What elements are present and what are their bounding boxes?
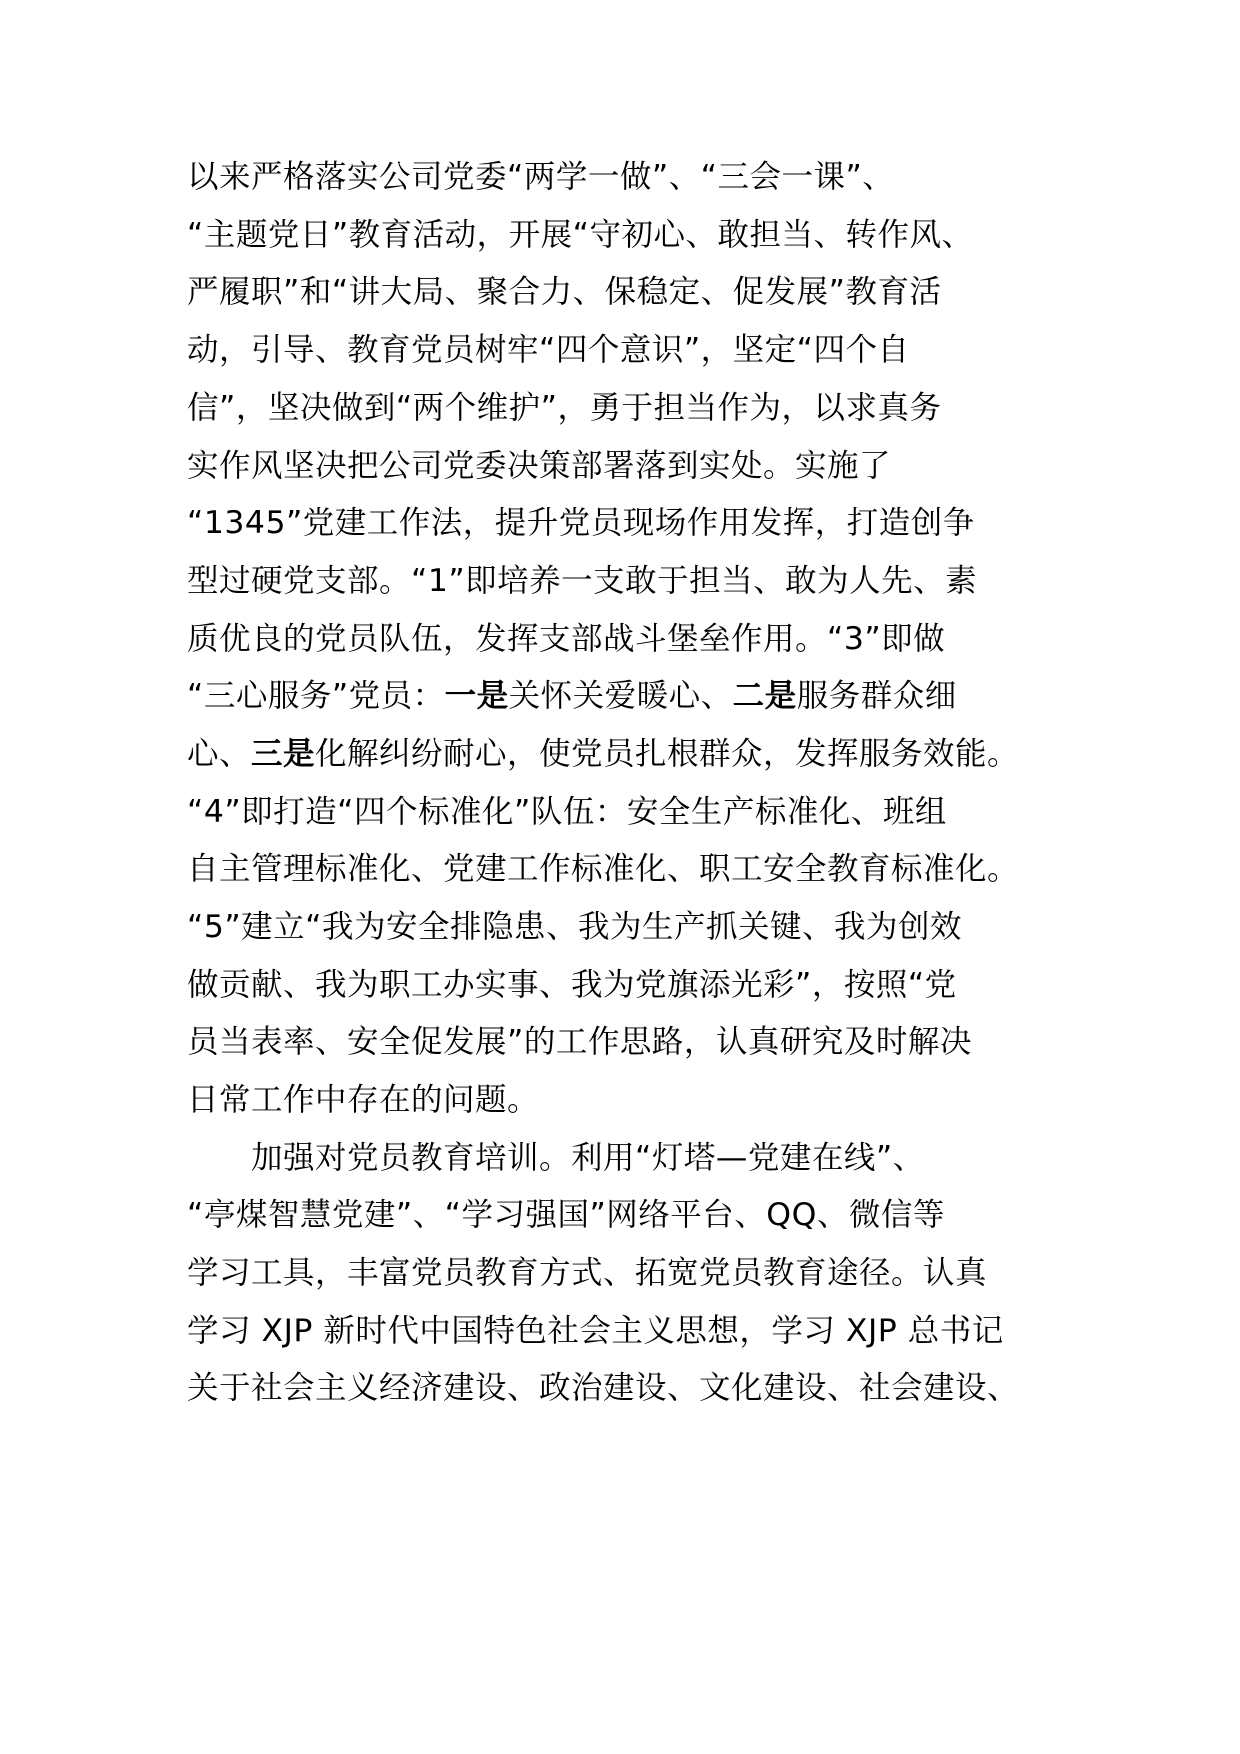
text-line	[187, 676, 957, 716]
bold-ordinal: 二是	[732, 678, 797, 714]
bold-ordinal: 三是	[251, 736, 316, 772]
text-line: “4”即打造“四个标准化”队伍：安全生产标准化、班组	[187, 794, 947, 830]
text-line: 做贡献、我为职工办实事、我为党旗添光彩”，按照“党	[187, 967, 957, 1003]
text-line: 型过硬党支部。“1”即培养一支敢于担当、敢为人先、素	[187, 563, 978, 599]
text-line	[187, 734, 1019, 774]
text-line: 以来严格落实公司党委“两学一做”、“三会一课”、	[187, 159, 895, 195]
text-line: 学习工具，丰富党员教育方式、拓宽党员教育途径。认真	[187, 1255, 988, 1291]
text-line: “5”建立“我为安全排隐患、我为生产抓关键、我为创效	[187, 909, 963, 945]
text-line: 学习 XJP 新时代中国特色社会主义思想，学习 XJP 总书记	[187, 1313, 1004, 1349]
text-line: “主题党日”教育活动，开展“守初心、敢担当、转作风、	[187, 217, 974, 253]
text-line: 自主管理标准化、党建工作标准化、职工安全教育标准化。	[187, 851, 1020, 887]
text-run: 关怀关爱暖心、	[508, 678, 733, 714]
text-line: 关于社会主义经济建设、政治建设、文化建设、社会建设、	[187, 1370, 1020, 1406]
text-line: “亭煤智慧党建”、“学习强国”网络平台、QQ、微信等	[187, 1197, 945, 1233]
text-run: 心、	[187, 736, 252, 772]
text-line: 动，引导、教育党员树牢“四个意识”，坚定“四个自	[187, 332, 910, 368]
text-line: 日常工作中存在的问题。	[187, 1082, 540, 1118]
paragraph-first-line: 加强对党员教育培训。利用“灯塔—党建在线”、	[251, 1140, 925, 1176]
text-line: 质优良的党员队伍，发挥支部战斗堡垒作用。“3”即做	[187, 621, 946, 657]
text-line: “1345”党建工作法，提升党员现场作用发挥，打造创争	[187, 505, 975, 541]
text-line: 严履职”和“讲大局、聚合力、保稳定、促发展”教育活	[187, 274, 942, 310]
text-line: 实作风坚决把公司党委决策部署落到实处。实施了	[187, 448, 892, 484]
text-line: 员当表率、安全促发展”的工作思路，认真研究及时解决	[187, 1024, 972, 1060]
bold-ordinal: 一是	[444, 678, 509, 714]
text-run: 服务群众细	[796, 678, 957, 714]
text-run: 化解纠纷耐心，使党员扎根群众，发挥服务效能。	[315, 736, 1020, 772]
text-run: “三心服务”党员：	[187, 678, 445, 714]
text-line: 信”，坚决做到“两个维护”，勇于担当作为，以求真务	[187, 390, 942, 426]
